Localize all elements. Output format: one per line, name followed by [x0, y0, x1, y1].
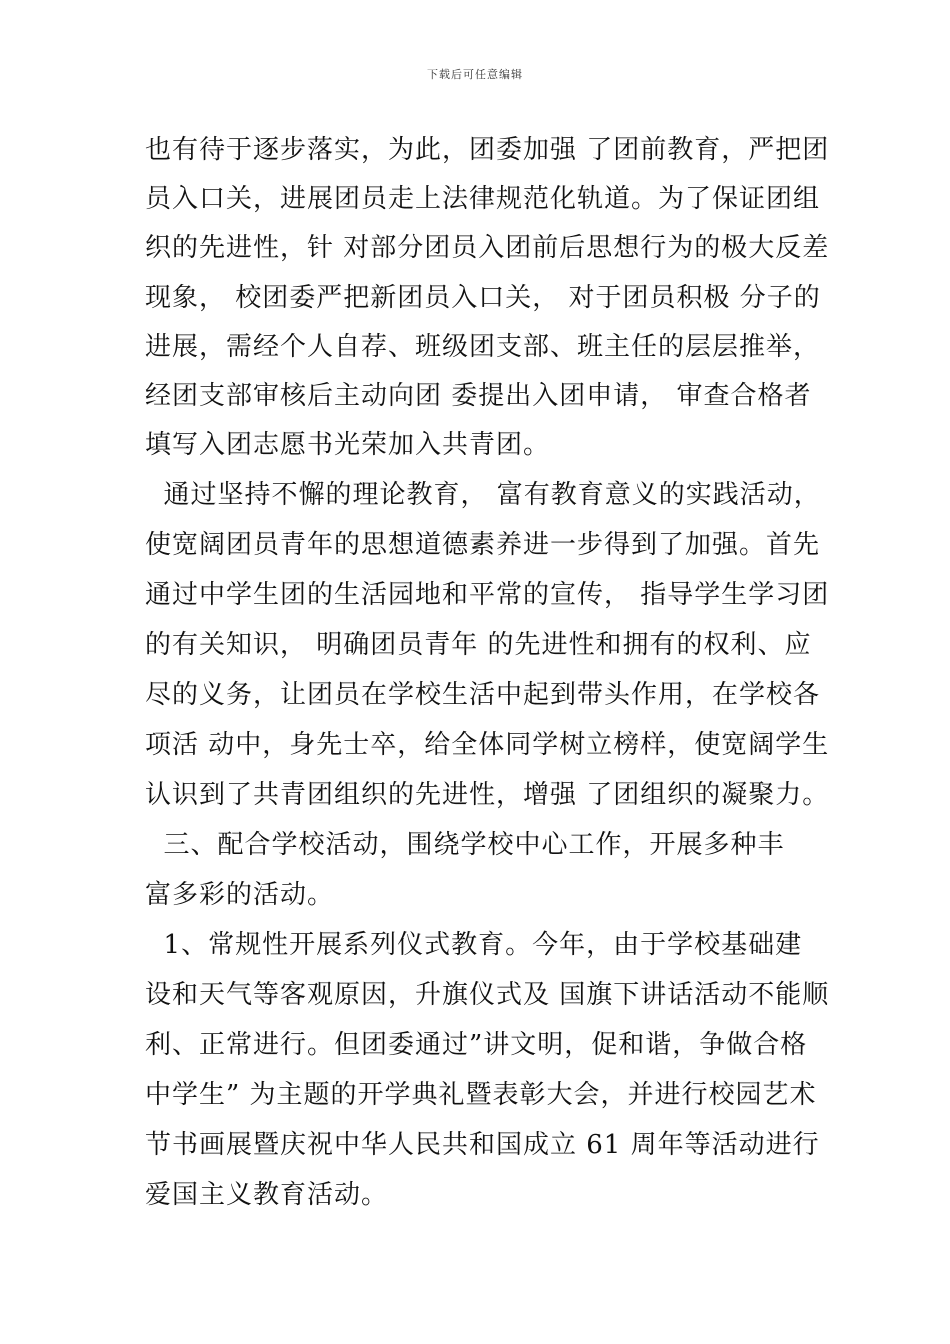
body-line: 经团支部审核后主动向团 委提出入团申请， 审查合格者 — [145, 381, 812, 411]
body-line: 节书画展暨庆祝中华人民共和国成立 61 周年等活动进行 — [145, 1130, 820, 1160]
body-line: 尽的义务，让团员在学校生活中起到带头作用，在学校各 — [145, 680, 821, 710]
body-line: 员入口关，进展团员走上法律规范化轨道。为了保证团组 — [145, 184, 821, 214]
body-line: 利、正常进行。但团委通过”讲文明，促和谐，争做合格 — [145, 1030, 808, 1060]
page-header: 下载后可任意编辑 — [427, 68, 523, 81]
body-line: 三、配合学校活动，围绕学校中心工作，开展多种丰 — [145, 830, 785, 860]
body-line: 通过中学生团的生活园地和平常的宣传， 指导学生学习团 — [145, 580, 830, 610]
body-line: 认识到了共青团组织的先进性，增强 了团组织的凝聚力。 — [145, 780, 830, 810]
body-line: 也有待于逐步落实，为此，团委加强 了团前教育，严把团 — [145, 135, 830, 165]
body-line: 通过坚持不懈的理论教育， 富有教育意义的实践活动， — [145, 480, 821, 510]
body-line: 填写入团志愿书光荣加入共青团。 — [145, 430, 551, 460]
body-line: 项活 动中，身先士卒，给全体同学树立榜样，使宽阔学生 — [145, 730, 830, 760]
body-line: 进展，需经个人自荐、班级团支部、班主任的层层推举， — [145, 332, 821, 362]
body-line: 设和天气等客观原因，升旗仪式及 国旗下讲话活动不能顺 — [145, 980, 830, 1010]
body-line: 中学生” 为主题的开学典礼暨表彰大会，并进行校园艺术 — [145, 1080, 817, 1110]
body-line: 1、常规性开展系列仪式教育。今年，由于学校基础建 — [145, 930, 803, 960]
body-line: 爱国主义教育活动。 — [145, 1180, 389, 1210]
body-line: 的有关知识， 明确团员青年 的先进性和拥有的权利、应 — [145, 630, 812, 660]
body-line: 现象， 校团委严把新团员入口关， 对于团员积极 分子的 — [145, 283, 821, 313]
body-line: 使宽阔团员青年的思想道德素养进一步得到了加强。首先 — [145, 530, 821, 560]
body-line: 富多彩的活动。 — [145, 880, 335, 910]
body-line: 织的先进性，针 对部分团员入团前后思想行为的极大反差 — [145, 233, 830, 263]
